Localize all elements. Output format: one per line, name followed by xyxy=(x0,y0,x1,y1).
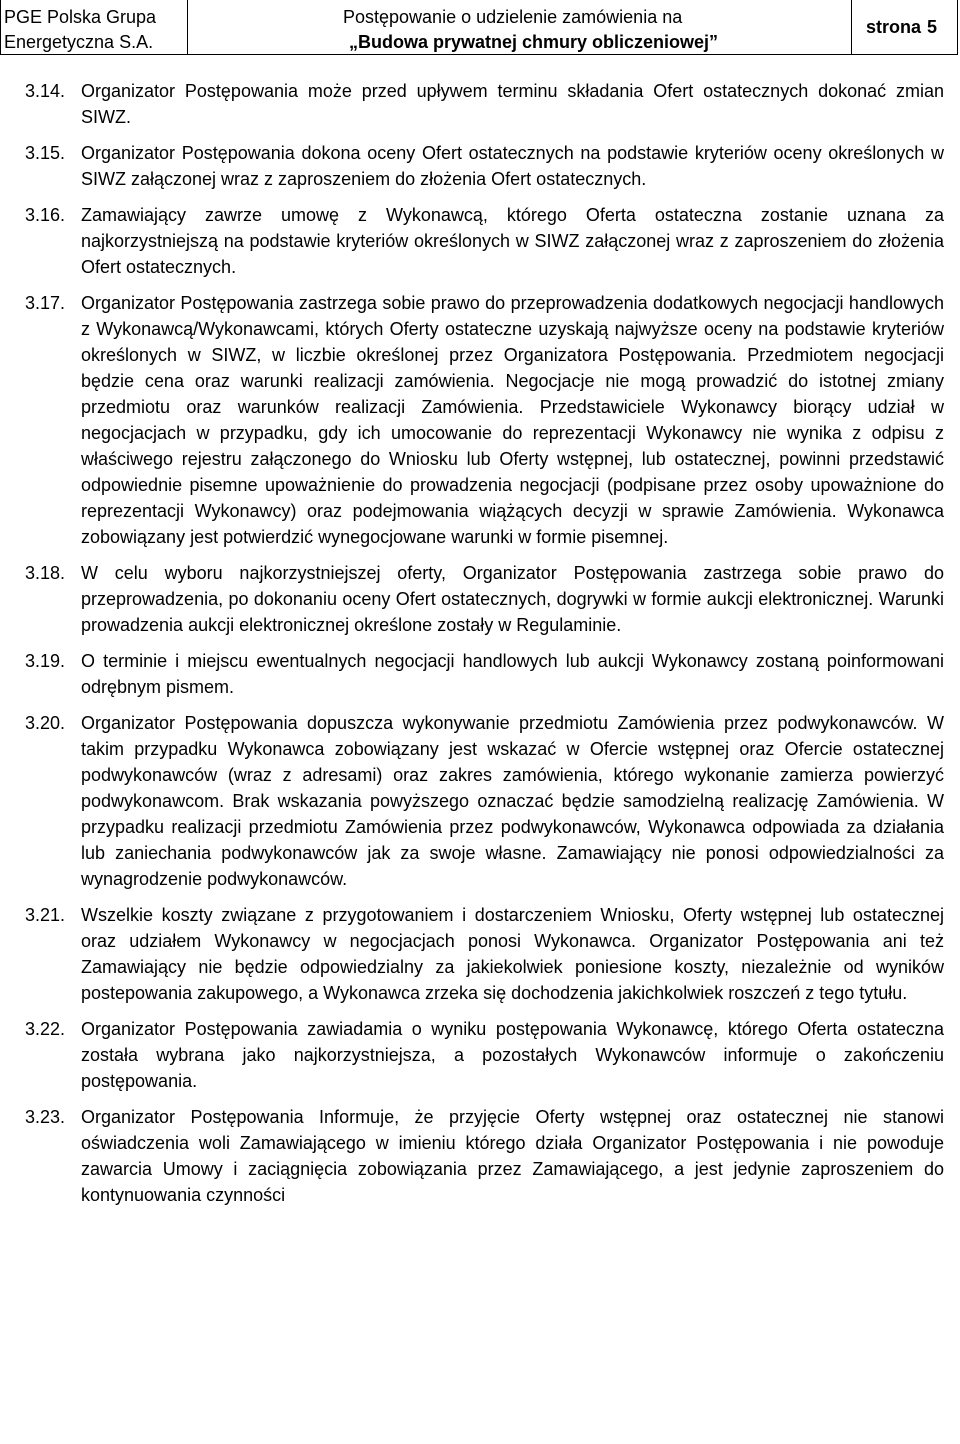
page-number: 5 xyxy=(927,16,938,37)
section-text: Organizator Postępowania dokona oceny Ofert ostatecznych na podstawie kryteriów oceny określonych w SIWZ załączonej wraz z zaproszeniem do złożenia Ofert ostatecznych. xyxy=(81,143,944,189)
section-number: 3.19. xyxy=(25,651,66,671)
section-text: W celu wyboru najkorzystniejszej oferty, Organizator Postępowania zastrzega sobie prawo do przeprowadzenia, po dokonaniu oceny Ofert ostatecznych, dogrywki w formie aukcji elektronicznej. Warunki prowadzenia aukcji elektronicznej określone zostały w Regulaminie. xyxy=(81,563,944,635)
section-text: Organizator Postępowania Informuje, że przyjęcie Oferty wstępnej oraz ostatecznej nie stanowi oświadczenia woli Zamawiającego w imieniu którego działa Organizator Postępowania i nie powoduje zawarcia Umowy i zaciągnięcia zobowiązania przez Zamawiającego, a jest jedynie zaproszeniem do kontynuowania czynności xyxy=(81,1107,944,1205)
header-page-number xyxy=(852,0,957,54)
section-number: 3.21. xyxy=(25,905,66,925)
section-3-17 xyxy=(0,290,960,550)
section-3-15 xyxy=(0,140,960,192)
header-company xyxy=(1,0,188,54)
section-text: Organizator Postępowania dopuszcza wykonywanie przedmiotu Zamówienia przez podwykonawców. W takim przypadku Wykonawca zobowiązany jest wskazać w Ofercie wstępnej oraz Ofercie ostatecznej podwykonawców (wraz z adresami) oraz zakres zamówienia, którego wykonanie zamierza powierzyć podwykonawcom. Brak wskazania powyższego oznaczać będzie samodzielną realizację Zamówienia. W przypadku realizacji przedmiotu Zamówienia przez podwykonawców, Wykonawca odpowiada za działania lub zaniechania podwykonawców jak za swoje własne. Zamawiający nie ponosi odpowiedzialności za wynagrodzenie podwykonawców. xyxy=(81,713,944,889)
section-text: Organizator Postępowania zastrzega sobie prawo do przeprowadzenia dodatkowych negocjacji handlowych z Wykonawcą/Wykonawcami, których Oferty ostateczne uzyskają najwyższe oceny na podstawie kryteriów określonych w SIWZ, w liczbie określonej przez Organizatora Postępowania. Przedmiotem negocjacji będzie cena oraz warunki realizacji zamówienia. Negocjacje nie mogą prowadzić do istotnej zmiany przedmiotu oraz warunków realizacji Zamówienia. Przedstawiciele Wykonawcy biorący udział w negocjacjach w przypadku, gdy ich umocowanie do reprezentacji Wykonawcy nie wynika z odpisu z właściwego rejestru załączonego do Wniosku lub Oferty wstępnej, lub ostatecznej, powinni przedstawić odpowiednie pisemne upoważnienie do prowadzenia negocjacji (podpisane przez osoby upoważnione do reprezentacji Wykonawcy) oraz podejmowania wiążących decyzji w sprawie Zamówienia. Wykonawca zobowiązany jest potwierdzić wynegocjowane warunki w formie pisemnej. xyxy=(81,293,944,547)
section-text: O terminie i miejscu ewentualnych negocjacji handlowych lub aukcji Wykonawcy zostaną poinformowani odrębnym pismem. xyxy=(81,651,944,697)
page-label: strona xyxy=(866,16,922,37)
section-number: 3.14. xyxy=(25,81,66,101)
document-body xyxy=(0,78,960,1218)
section-3-22 xyxy=(0,1016,960,1094)
section-text: Organizator Postępowania zawiadamia o wyniku postępowania Wykonawcę, którego Oferta ostateczna została wybrana jako najkorzystniejsza, a pozostałych Wykonawców informuje o zakończeniu postępowania. xyxy=(81,1019,944,1091)
section-3-23 xyxy=(0,1104,960,1208)
section-3-18 xyxy=(0,560,960,638)
section-3-16 xyxy=(0,202,960,280)
section-3-19 xyxy=(0,648,960,700)
section-number: 3.18. xyxy=(25,563,66,583)
section-number: 3.15. xyxy=(25,143,66,163)
procedure-title-line1: Postępowanie o udzielenie zamówienia na xyxy=(343,7,683,27)
header-title xyxy=(188,0,852,54)
procedure-title-line2: „Budowa prywatnej chmury obliczeniowej” xyxy=(349,32,719,52)
company-name-line1: PGE Polska Grupa xyxy=(4,7,157,27)
section-number: 3.22. xyxy=(25,1019,66,1039)
section-number: 3.23. xyxy=(25,1107,66,1127)
section-number: 3.17. xyxy=(25,293,66,313)
section-text: Wszelkie koszty związane z przygotowaniem i dostarczeniem Wniosku, Oferty wstępnej lub ostatecznej oraz udziałem Wykonawcy w negocjacjach ponosi Wykonawca. Organizator Postępowania ani też Zamawiający nie będzie odpowiedzialny za jakiekolwiek poniesione koszty, niezależnie od wyników postepowania zakupowego, a Wykonawca zrzeka się dochodzenia jakichkolwiek roszczeń z tego tytułu. xyxy=(81,905,944,1003)
section-3-21 xyxy=(0,902,960,1006)
section-text: Zamawiający zawrze umowę z Wykonawcą, którego Oferta ostateczna zostanie uznana za najkorzystniejszą na podstawie kryteriów określonych w SIWZ załączonej wraz z zaproszeniem do złożenia Ofert ostatecznych. xyxy=(81,205,944,277)
page-header xyxy=(0,0,958,55)
section-3-20 xyxy=(0,710,960,892)
section-text: Organizator Postępowania może przed upływem terminu składania Ofert ostatecznych dokonać zmian SIWZ. xyxy=(81,81,944,127)
company-name-line2: Energetyczna S.A. xyxy=(4,32,154,52)
section-number: 3.16. xyxy=(25,205,66,225)
section-number: 3.20. xyxy=(25,713,66,733)
section-3-14 xyxy=(0,78,960,130)
